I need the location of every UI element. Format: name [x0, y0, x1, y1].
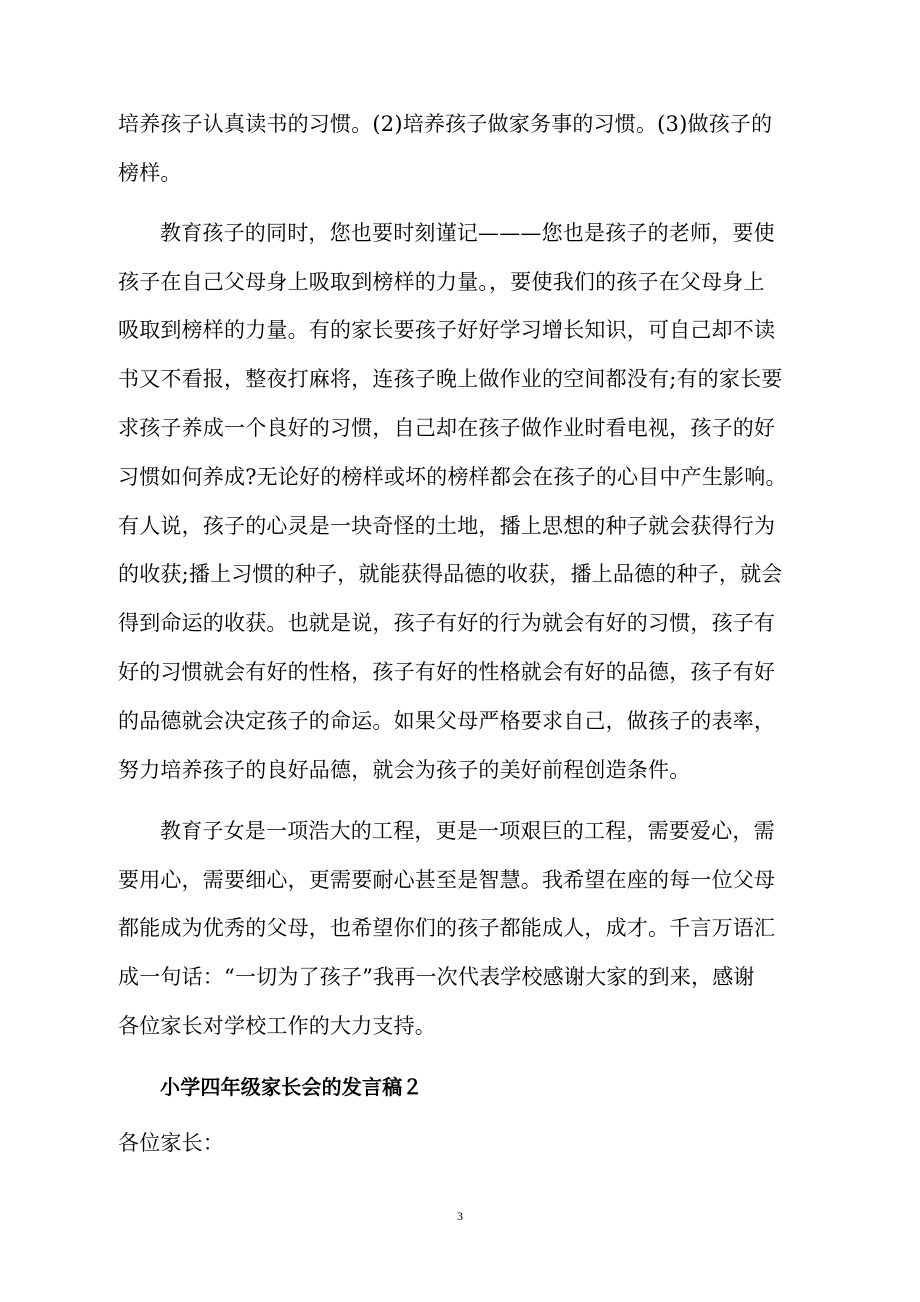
text-line: 求孩子养成一个良好的习惯，自己却在孩子做作业时看电视，孩子的好: [118, 416, 776, 440]
text-line: 都能成为优秀的父母，也希望你们的孩子都能成人，成才。千言万语汇: [118, 916, 776, 940]
text-line: 吸取到榜样的力量。有的家长要孩子好好学习增长知识，可自己却不读: [118, 318, 776, 342]
text-line: 成一句话：“一切为了孩子”我再一次代表学校感谢大家的到来，感谢: [118, 965, 755, 989]
text-line: 努力培养孩子的良好品德，就会为孩子的美好前程创造条件。: [118, 758, 691, 782]
page-number: 3: [457, 1209, 463, 1223]
text-line: 榜样。: [118, 161, 182, 185]
paragraph-start-line: 教育子女是一项浩大的工程，更是一项艰巨的工程，需要爱心，需: [160, 819, 775, 843]
text-line: 习惯如何养成?无论好的榜样或坏的榜样都会在孩子的心目中产生影响。: [118, 465, 787, 489]
text-line: 的品德就会决定孩子的命运。如果父母严格要求自己，做孩子的表率，: [118, 709, 776, 733]
text-line: 好的习惯就会有好的性格，孩子有好的性格就会有好的品德，孩子有好: [118, 660, 776, 684]
text-line: 培养孩子认真读书的习惯。(2)培养孩子做家务事的习惯。(3)做孩子的: [118, 112, 773, 136]
text-line: 有人说，孩子的心灵是一块奇怪的土地，播上思想的种子就会获得行为: [118, 514, 776, 538]
section-heading: 小学四年级家长会的发言稿２: [160, 1075, 423, 1099]
text-line: 书又不看报，整夜打麻将，连孩子晚上做作业的空间都没有;有的家长要: [118, 367, 783, 391]
paragraph-start-line: 教育孩子的同时，您也要时刻谨记———您也是孩子的老师，要使: [160, 221, 775, 245]
salutation-line: 各位家长：: [118, 1131, 224, 1155]
text-line: 孩子在自己父母身上吸取到榜样的力量。，要使我们的孩子在父母身上: [118, 270, 765, 294]
text-line: 得到命运的收获。也就是说，孩子有好的行为就会有好的习惯，孩子有: [118, 611, 776, 635]
text-line: 要用心，需要细心，更需要耐心甚至是智慧。我希望在座的每一位父母: [118, 868, 776, 892]
text-line: 各位家长对学校工作的大力支持。: [118, 1014, 436, 1038]
text-line: 的收获;播上习惯的种子，就能获得品德的收获，播上品德的种子，就会: [118, 562, 783, 586]
